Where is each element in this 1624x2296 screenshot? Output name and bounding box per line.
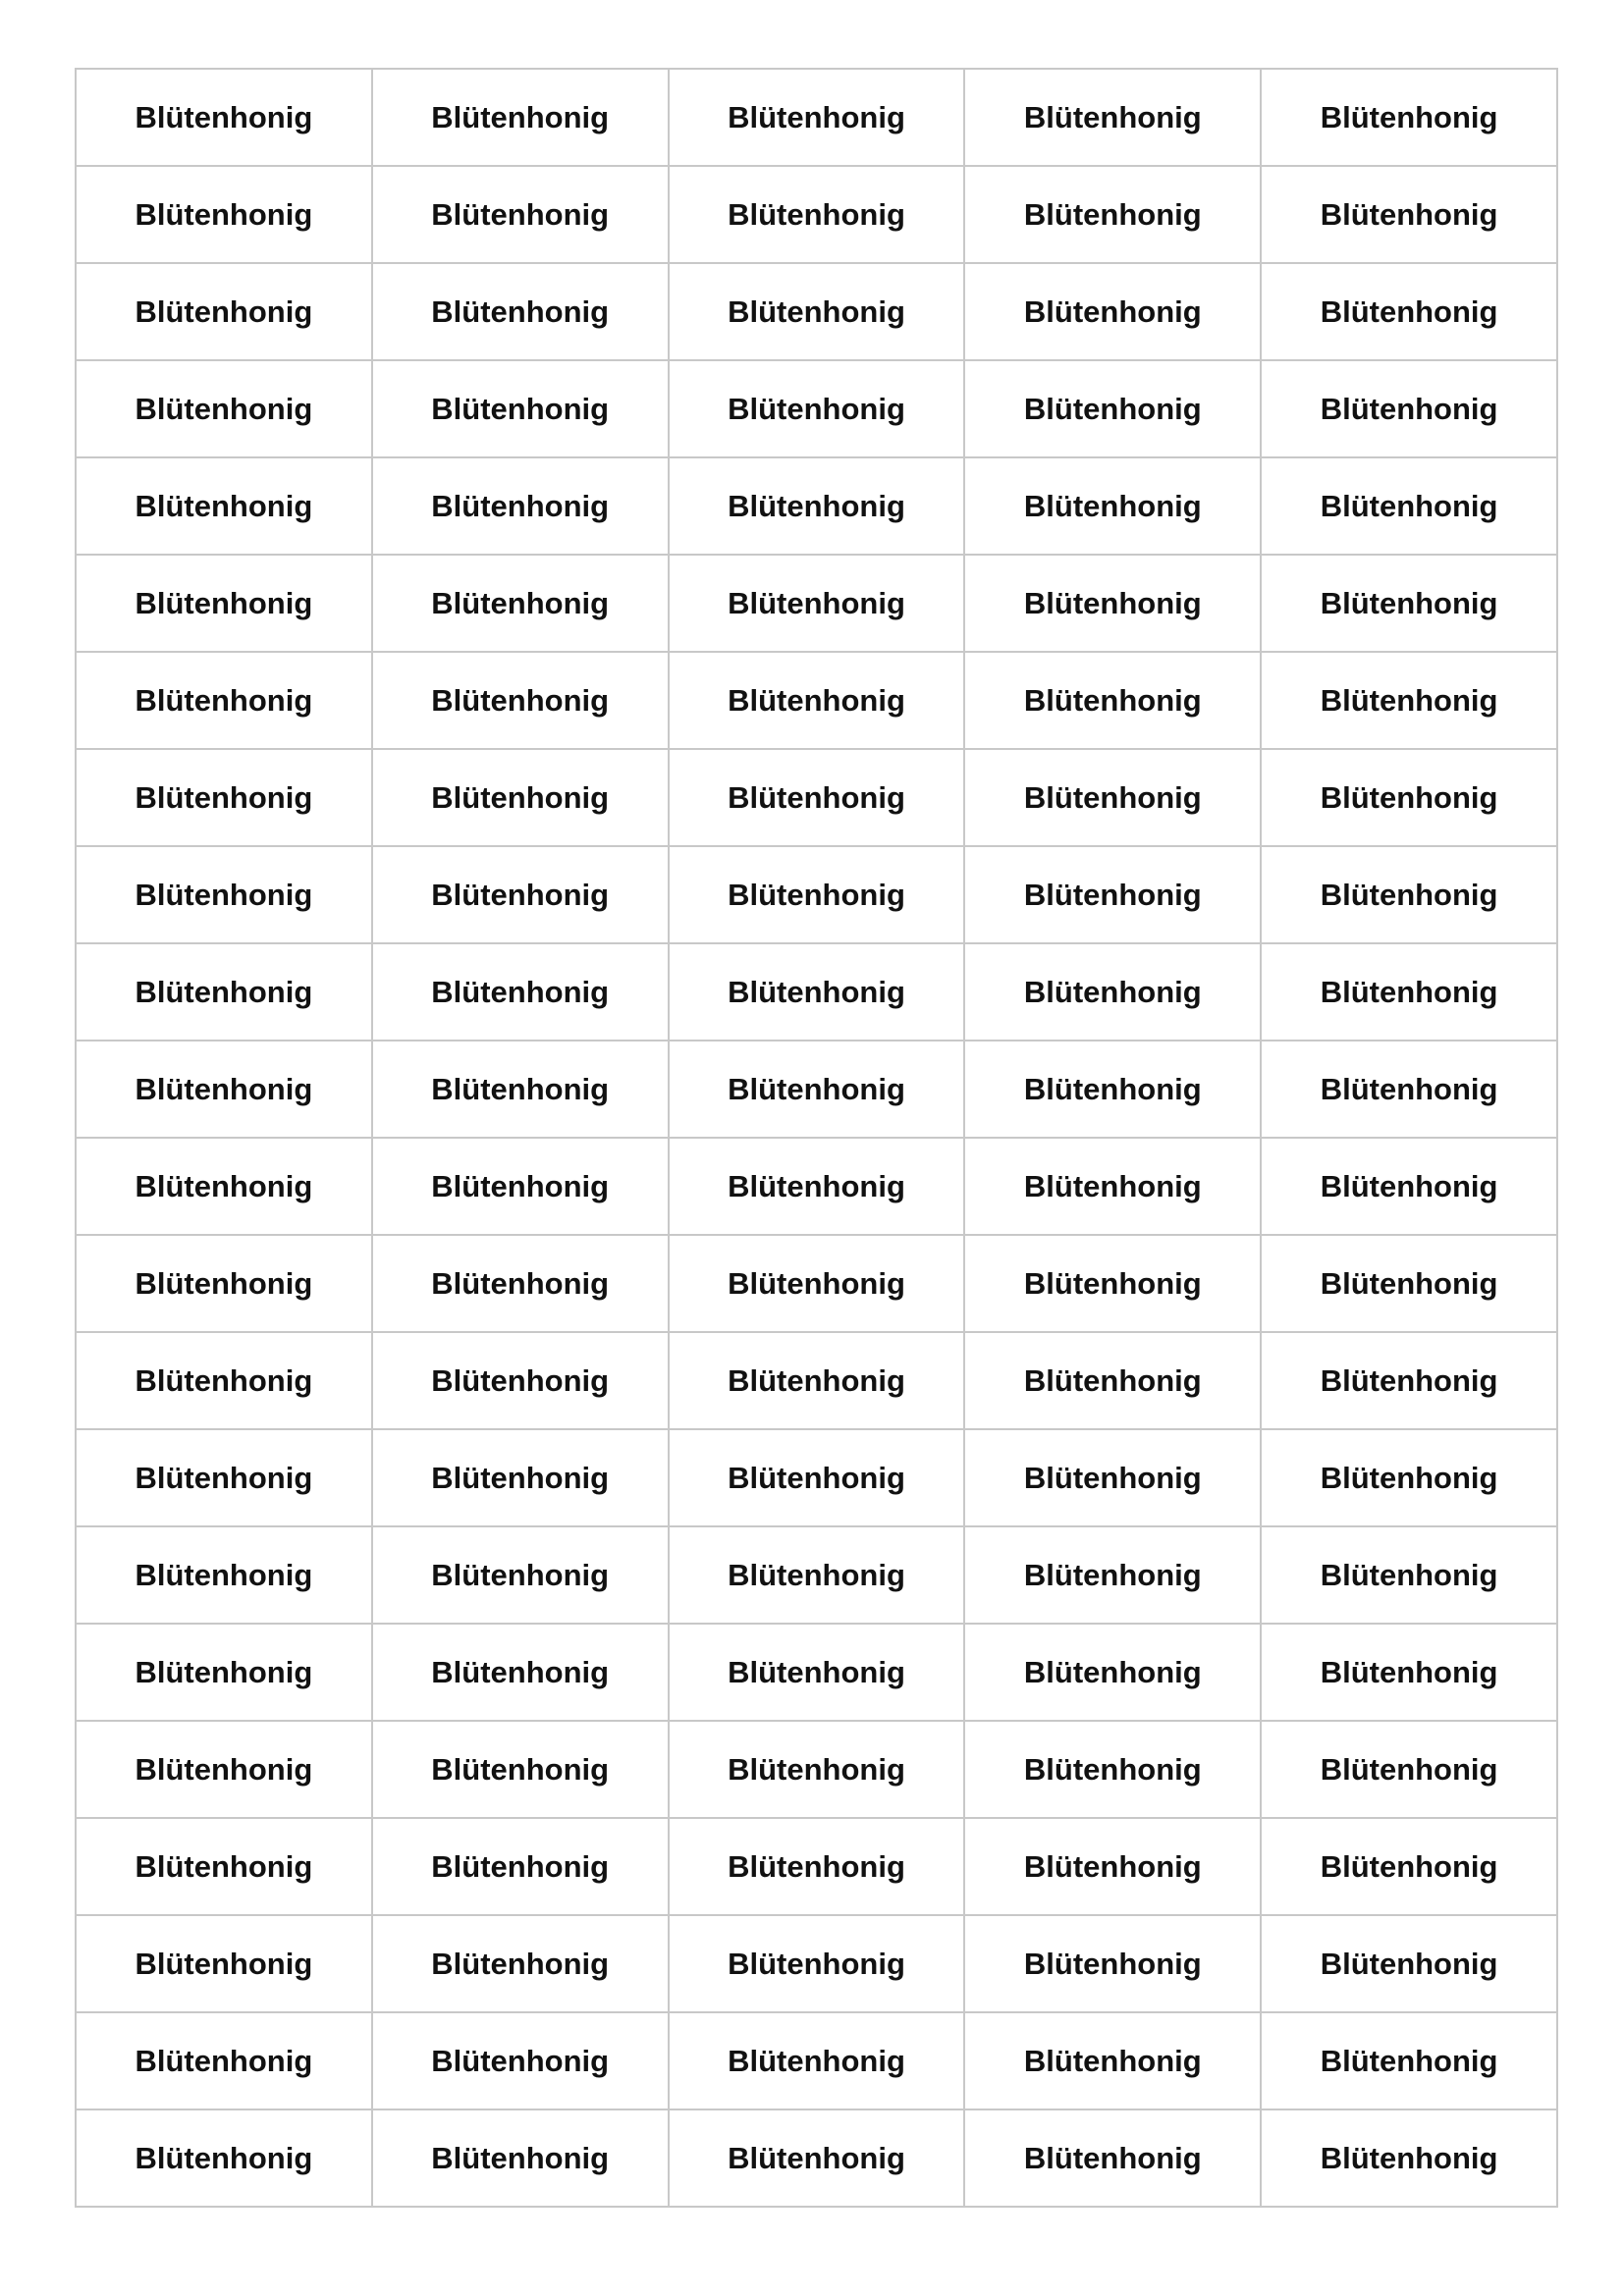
label-cell: Blütenhonig [964, 1915, 1261, 2012]
label-cell: Blütenhonig [76, 1818, 372, 1915]
label-cell: Blütenhonig [372, 166, 669, 263]
label-cell: Blütenhonig [964, 1624, 1261, 1721]
label-cell: Blütenhonig [76, 555, 372, 652]
label-row [76, 1721, 1557, 1818]
label-cell: Blütenhonig [1261, 457, 1557, 555]
label-cell: Blütenhonig [76, 457, 372, 555]
label-cell: Blütenhonig [669, 166, 965, 263]
label-cell: Blütenhonig [76, 749, 372, 846]
label-cell: Blütenhonig [669, 360, 965, 457]
label-cell: Blütenhonig [669, 2109, 965, 2207]
label-cell: Blütenhonig [76, 166, 372, 263]
label-cell: Blütenhonig [372, 1235, 669, 1332]
label-cell: Blütenhonig [1261, 360, 1557, 457]
label-cell: Blütenhonig [1261, 555, 1557, 652]
label-cell: Blütenhonig [669, 846, 965, 943]
label-cell: Blütenhonig [1261, 749, 1557, 846]
label-cell: Blütenhonig [76, 1915, 372, 2012]
label-row [76, 1429, 1557, 1526]
label-cell: Blütenhonig [964, 943, 1261, 1041]
label-cell: Blütenhonig [669, 1138, 965, 1235]
label-cell: Blütenhonig [964, 749, 1261, 846]
label-cell: Blütenhonig [669, 2012, 965, 2109]
label-row [76, 555, 1557, 652]
label-cell: Blütenhonig [76, 1138, 372, 1235]
label-cell: Blütenhonig [669, 1429, 965, 1526]
label-cell: Blütenhonig [964, 1818, 1261, 1915]
label-cell: Blütenhonig [1261, 943, 1557, 1041]
label-cell: Blütenhonig [1261, 1721, 1557, 1818]
label-cell: Blütenhonig [372, 263, 669, 360]
label-cell: Blütenhonig [76, 2109, 372, 2207]
label-cell: Blütenhonig [964, 1235, 1261, 1332]
label-cell: Blütenhonig [964, 2109, 1261, 2207]
label-cell: Blütenhonig [372, 1721, 669, 1818]
label-row [76, 457, 1557, 555]
label-cell: Blütenhonig [964, 1332, 1261, 1429]
label-cell: Blütenhonig [964, 846, 1261, 943]
label-cell: Blütenhonig [669, 1526, 965, 1624]
label-cell: Blütenhonig [964, 263, 1261, 360]
label-cell: Blütenhonig [669, 652, 965, 749]
label-cell: Blütenhonig [964, 1041, 1261, 1138]
label-cell: Blütenhonig [76, 1721, 372, 1818]
label-cell: Blütenhonig [372, 457, 669, 555]
label-cell: Blütenhonig [1261, 166, 1557, 263]
label-cell: Blütenhonig [1261, 846, 1557, 943]
label-cell: Blütenhonig [1261, 69, 1557, 166]
label-cell: Blütenhonig [1261, 2109, 1557, 2207]
label-cell: Blütenhonig [372, 1526, 669, 1624]
label-cell: Blütenhonig [76, 1624, 372, 1721]
label-cell: Blütenhonig [964, 1526, 1261, 1624]
label-cell: Blütenhonig [1261, 1624, 1557, 1721]
label-cell: Blütenhonig [669, 1818, 965, 1915]
label-cell: Blütenhonig [372, 555, 669, 652]
label-cell: Blütenhonig [669, 749, 965, 846]
label-cell: Blütenhonig [1261, 1041, 1557, 1138]
label-row [76, 69, 1557, 166]
label-row [76, 1041, 1557, 1138]
label-cell: Blütenhonig [964, 69, 1261, 166]
label-cell: Blütenhonig [76, 943, 372, 1041]
label-cell: Blütenhonig [76, 1332, 372, 1429]
label-cell: Blütenhonig [372, 1915, 669, 2012]
label-cell: Blütenhonig [669, 1041, 965, 1138]
label-row [76, 2012, 1557, 2109]
label-cell: Blütenhonig [372, 749, 669, 846]
label-cell: Blütenhonig [669, 1915, 965, 2012]
label-cell: Blütenhonig [372, 1429, 669, 1526]
label-cell: Blütenhonig [669, 69, 965, 166]
label-row [76, 166, 1557, 263]
label-cell: Blütenhonig [372, 69, 669, 166]
label-cell: Blütenhonig [964, 1429, 1261, 1526]
label-row [76, 1138, 1557, 1235]
label-cell: Blütenhonig [76, 69, 372, 166]
label-sheet-body [76, 69, 1557, 2207]
label-cell: Blütenhonig [1261, 263, 1557, 360]
label-row [76, 846, 1557, 943]
label-sheet-table [75, 68, 1558, 2208]
label-cell: Blütenhonig [372, 2109, 669, 2207]
label-cell: Blütenhonig [1261, 1818, 1557, 1915]
label-cell: Blütenhonig [76, 1526, 372, 1624]
label-cell: Blütenhonig [1261, 1138, 1557, 1235]
label-cell: Blütenhonig [1261, 1429, 1557, 1526]
label-cell: Blütenhonig [76, 1235, 372, 1332]
label-cell: Blütenhonig [372, 1332, 669, 1429]
label-cell: Blütenhonig [669, 943, 965, 1041]
label-cell: Blütenhonig [669, 1721, 965, 1818]
label-cell: Blütenhonig [1261, 1526, 1557, 1624]
label-cell: Blütenhonig [669, 1235, 965, 1332]
label-cell: Blütenhonig [372, 846, 669, 943]
label-cell: Blütenhonig [964, 166, 1261, 263]
label-cell: Blütenhonig [669, 457, 965, 555]
label-row [76, 1915, 1557, 2012]
label-cell: Blütenhonig [1261, 1235, 1557, 1332]
label-cell: Blütenhonig [964, 360, 1261, 457]
label-cell: Blütenhonig [76, 1429, 372, 1526]
label-row [76, 360, 1557, 457]
label-cell: Blütenhonig [372, 2012, 669, 2109]
label-row [76, 2109, 1557, 2207]
label-cell: Blütenhonig [669, 1332, 965, 1429]
label-cell: Blütenhonig [76, 2012, 372, 2109]
label-cell: Blütenhonig [964, 555, 1261, 652]
label-cell: Blütenhonig [76, 1041, 372, 1138]
label-cell: Blütenhonig [964, 2012, 1261, 2109]
label-row [76, 1526, 1557, 1624]
label-cell: Blütenhonig [964, 652, 1261, 749]
label-cell: Blütenhonig [76, 846, 372, 943]
label-cell: Blütenhonig [1261, 652, 1557, 749]
label-row [76, 1332, 1557, 1429]
label-cell: Blütenhonig [669, 263, 965, 360]
label-cell: Blütenhonig [1261, 2012, 1557, 2109]
label-cell: Blütenhonig [372, 1624, 669, 1721]
label-row [76, 1624, 1557, 1721]
label-cell: Blütenhonig [964, 1138, 1261, 1235]
label-cell: Blütenhonig [964, 1721, 1261, 1818]
label-cell: Blütenhonig [372, 1041, 669, 1138]
label-cell: Blütenhonig [372, 1818, 669, 1915]
label-cell: Blütenhonig [76, 360, 372, 457]
label-cell: Blütenhonig [669, 1624, 965, 1721]
label-row [76, 943, 1557, 1041]
label-cell: Blütenhonig [964, 457, 1261, 555]
label-cell: Blütenhonig [372, 1138, 669, 1235]
label-row [76, 652, 1557, 749]
label-cell: Blütenhonig [372, 360, 669, 457]
label-row [76, 1818, 1557, 1915]
label-row [76, 263, 1557, 360]
label-cell: Blütenhonig [1261, 1332, 1557, 1429]
label-cell: Blütenhonig [669, 555, 965, 652]
label-cell: Blütenhonig [76, 263, 372, 360]
label-cell: Blütenhonig [372, 943, 669, 1041]
label-row [76, 749, 1557, 846]
label-cell: Blütenhonig [76, 652, 372, 749]
label-row [76, 1235, 1557, 1332]
label-cell: Blütenhonig [372, 652, 669, 749]
label-cell: Blütenhonig [1261, 1915, 1557, 2012]
